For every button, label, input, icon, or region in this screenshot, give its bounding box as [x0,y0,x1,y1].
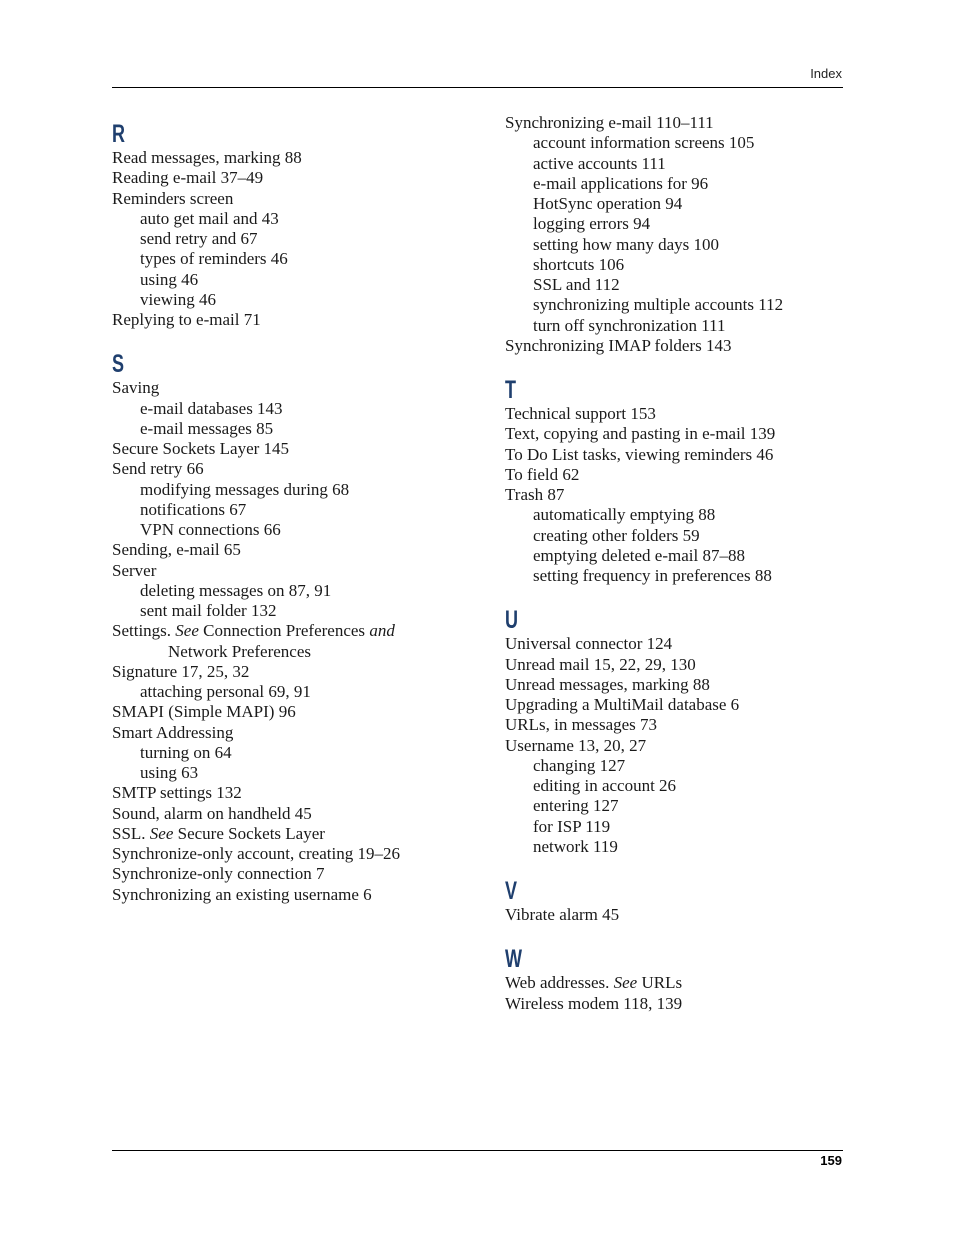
index-entry: To Do List tasks, viewing reminders 46 [505,444,774,464]
index-entry: SMTP settings 132 [112,783,242,803]
index-subentry: viewing 46 [140,289,217,309]
index-section-t [505,376,855,586]
entry-text: SSL. [112,823,150,843]
index-entry: Synchronize-only connection 7 [112,864,325,884]
header-rule [112,87,843,88]
index-entry: Synchronize-only account, creating 19–26 [112,844,400,863]
index-subentry: setting frequency in preferences 88 [533,566,772,585]
index-subentry: changing 127 [533,755,626,775]
section-letter: S [112,350,125,379]
index-entry: Vibrate alarm 45 [505,905,620,924]
entry-text: URLs [637,973,683,993]
see-reference-keyword: and [369,621,395,641]
index-section-v [505,877,855,925]
index-entry: Trash 87 [505,485,565,504]
index-subentry: types of reminders 46 [140,249,288,269]
section-letter: U [505,606,519,635]
index-entry: Read messages, marking 88 [112,148,302,167]
see-reference-keyword: See [149,823,174,843]
index-entry: SMAPI (Simple MAPI) 96 [112,702,296,722]
index-subentry: SSL and 112 [533,275,620,294]
index-subentry: entering 127 [533,796,619,816]
see-reference-keyword: See [175,621,199,641]
entry-text: Connection Preferences [198,621,370,641]
index-subentry: modifying messages during 68 [140,479,350,499]
index-section-s [112,350,462,905]
index-entry: Text, copying and pasting in e-mail 139 [505,424,776,444]
index-section-continued [505,113,855,356]
index-subentry: shortcuts 106 [533,254,625,274]
index-subentry: network 119 [533,836,618,856]
index-subentry: sent mail folder 132 [140,601,277,620]
index-entry: To field 62 [505,464,580,484]
index-entry: URLs, in messages 73 [505,715,658,735]
page-number: 159 [820,1153,842,1168]
index-column-left [112,120,462,925]
index-entry [112,824,462,844]
index-entry: Saving [112,378,160,398]
index-subentry: logging errors 94 [533,214,651,234]
index-entry: Unread messages, marking 88 [505,674,710,694]
index-subentry: emptying deleted e-mail 87–88 [533,545,745,565]
index-entry: Wireless modem 118, 139 [505,993,683,1013]
index-entry: Server [112,560,157,580]
entry-text: Secure Sockets Layer [173,823,325,843]
index-subentry: turn off synchronization 111 [533,315,726,335]
index-entry: Universal connector 124 [505,634,673,654]
index-subentry: creating other folders 59 [533,525,700,545]
index-subentry: using 63 [140,763,199,782]
index-entry: Secure Sockets Layer 145 [112,439,290,458]
index-subentry: e-mail messages 85 [140,418,274,438]
index-entry: Synchronizing e-mail 110–111 [505,113,714,132]
index-entry: Signature 17, 25, 32 [112,661,250,681]
index-entry [112,621,462,641]
see-reference-keyword: See [613,973,638,993]
running-header: Index [810,66,842,81]
index-subentry: auto get mail and 43 [140,208,279,228]
index-subentry: send retry and 67 [140,229,258,248]
index-section-u [505,606,855,857]
index-subentry: HotSync operation 94 [533,194,683,213]
index-entry: Reminders screen [112,188,234,208]
index-subentry: synchronizing multiple accounts 112 [533,295,784,315]
index-entry [505,973,855,993]
index-subentry: editing in account 26 [533,776,677,795]
index-section-r [112,120,462,330]
index-entry-continuation: Network Preferences [168,641,312,661]
index-subentry: e-mail databases 143 [140,398,283,418]
index-entry: Upgrading a MultiMail database 6 [505,695,740,714]
index-subentry: account information screens 105 [533,133,755,153]
footer-rule [112,1150,843,1151]
index-entry: Synchronizing an existing username 6 [112,884,372,904]
entry-text: Settings. [112,621,176,641]
index-subentry: turning on 64 [140,742,232,762]
section-letter: R [112,120,126,148]
index-entry: Username 13, 20, 27 [505,735,647,755]
index-subentry: e-mail applications for 96 [533,173,709,193]
index-subentry: using 46 [140,269,199,289]
entry-text: Web addresses. [505,973,614,993]
index-entry: Replying to e-mail 71 [112,310,261,329]
index-entry: Smart Addressing [112,722,234,742]
index-subentry: for ISP 119 [533,816,611,836]
index-subentry: VPN connections 66 [140,520,281,539]
index-entry: Unread mail 15, 22, 29, 130 [505,654,696,674]
index-subentry: active accounts 111 [533,153,666,173]
index-subentry: setting how many days 100 [533,234,720,254]
index-subentry: attaching personal 69, 91 [140,682,311,701]
section-letter: W [505,945,522,974]
index-subentry: deleting messages on 87, 91 [140,580,332,600]
section-letter: V [505,877,518,905]
index-section-w [505,945,855,1014]
index-entry: Synchronizing IMAP folders 143 [505,335,732,355]
index-entry: Reading e-mail 37–49 [112,168,264,188]
index-entry: Sound, alarm on handheld 45 [112,803,312,823]
index-subentry: notifications 67 [140,499,247,519]
index-entry: Technical support 153 [505,404,656,423]
index-column-right [505,113,855,1034]
index-entry: Send retry 66 [112,459,204,479]
section-letter: T [505,376,517,404]
index-subentry: automatically emptying 88 [533,505,716,525]
index-entry: Sending, e-mail 65 [112,540,241,560]
